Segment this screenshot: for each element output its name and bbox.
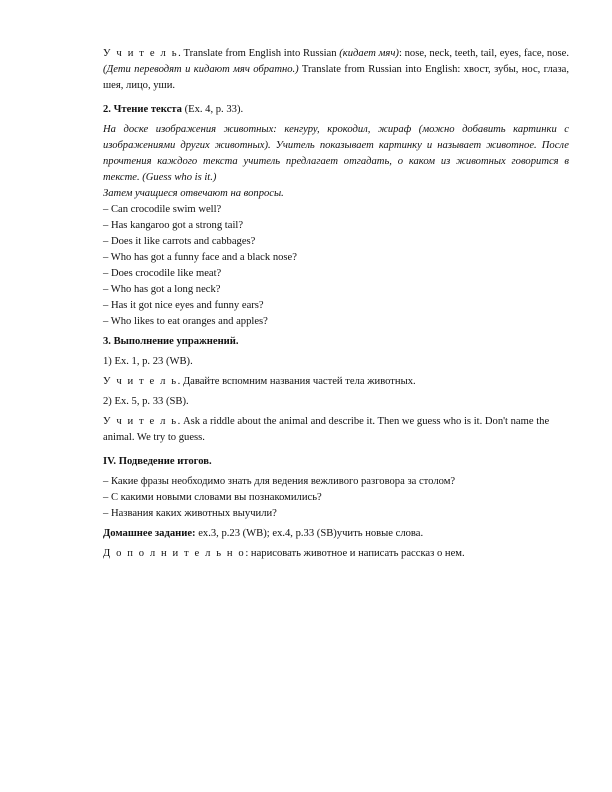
summary-questions [103, 474, 569, 522]
reading-questions [103, 202, 569, 330]
extra-task-line: Д о п о л н и т е л ь н о: нарисовать животное и написать рассказ о нем. [103, 548, 465, 559]
list-item: – Who has got a long neck? [103, 284, 221, 295]
section-heading-summary: IV. Подведение итогов. [103, 456, 212, 467]
list-item: – Does it like carrots and cabbages? [103, 236, 256, 247]
list-item: – Can crocodile swim well? [103, 204, 222, 215]
exercise-1: 1) Ex. 1, p. 23 (WB). [103, 356, 193, 367]
teacher-label: У ч и т е л ь [103, 48, 179, 59]
teacher-line-1: У ч и т е л ь. Давайте вспомним названия частей тела животных. [103, 376, 416, 387]
teacher-label: У ч и т е л ь [103, 416, 178, 427]
list-item: – Какие фразы необходимо знать для ведения вежливого разговора за столом? [103, 476, 456, 487]
list-item: – Has it got nice eyes and funny ears? [103, 300, 264, 311]
list-item: – Названия каких животных выучили? [103, 508, 277, 519]
list-item: – Has kangaroo got a strong tail? [103, 220, 244, 231]
list-item: – Who likes to eat oranges and apples? [103, 316, 268, 327]
paragraph-translate: У ч и т е л ь. Translate from English into Russian (кидает мяч): nose, neck, teeth, tail, eyes, face, nose. (Дети переводят и кидают мяч обратно.) Translate from Russian into English: хвост, зубы, нос, глаза, шея, лицо, уши. [103, 48, 570, 91]
list-item: – Who has got a funny face and a black nose? [103, 252, 297, 263]
teacher-line-2: У ч и т е л ь. Ask a riddle about the animal and describe it. Then we guess who is it. Don't name the animal. We try to guess. [103, 416, 550, 443]
teacher-label: У ч и т е л ь [103, 376, 178, 387]
document-page [103, 46, 569, 566]
list-item: – Does crocodile like meat? [103, 268, 222, 279]
list-item: – С какими новыми словами вы познакомились? [103, 492, 322, 503]
exercise-2: 2) Ex. 5, p. 33 (SB). [103, 396, 189, 407]
homework-line: Домашнее задание: ex.3, p.23 (WB); ex.4, p.33 (SB)учить новые слова. [103, 528, 424, 539]
section-heading-reading: 2. Чтение текста (Ex. 4, p. 33). [103, 104, 244, 115]
section-heading-exercises: 3. Выполнение упражнений. [103, 336, 239, 347]
reading-instructions: На доске изображения животных: кенгуру, крокодил, жираф (можно добавить картинки с изображениями других животных). Учитель показывает картинку и называет животное. После прочтения каждого текста учитель предлагает отгадать, о каком из животных говорится в тексте. (Guess who is it.) [103, 124, 569, 183]
reading-instructions-answer: Затем учащиеся отвечают на вопросы. [103, 188, 284, 199]
